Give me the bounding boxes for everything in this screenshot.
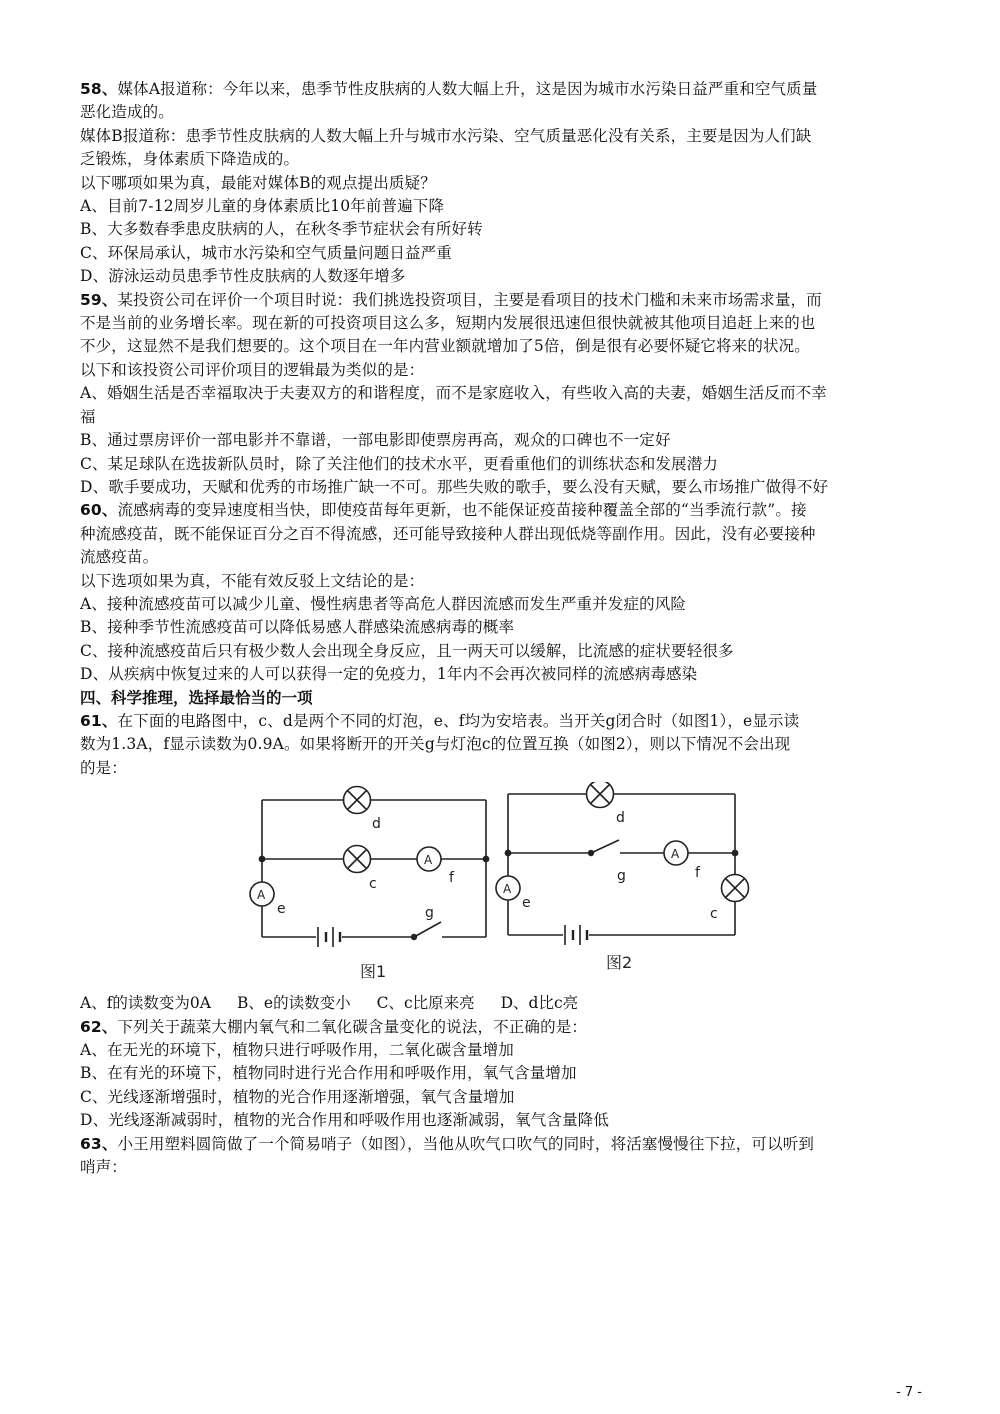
figure1-circuit: [250, 787, 489, 948]
figure2-labels: [503, 810, 718, 972]
fig1-label-e: e: [277, 901, 286, 918]
fig2-label-c: c: [710, 906, 718, 923]
fig1-label-c: c: [369, 876, 377, 893]
fig1-junction: [483, 857, 488, 862]
q59-stem-line2: 不是当前的业务增长率。现在新的可投资项目这么多，短期内发展很迅速但很快就被其他项目追赶上来的也: [80, 314, 816, 333]
q59-option-b: B、通过票房评价一部电影并不靠谱，一部电影即使票房再高，观众的口碑也不一定好: [80, 431, 671, 450]
fig1-label-d: d: [372, 816, 381, 833]
fig2-switch-lever: [591, 840, 619, 853]
q60-stem-line1: 60、流感病毒的变异速度相当快，即使疫苗每年更新，也不能保证疫苗接种覆盖全部的“当季流行款”。接: [80, 501, 807, 520]
q58-stem-line4: 乏锻炼，身体素质下降造成的。: [80, 150, 300, 169]
q58-option-a: A、目前7-12周岁儿童的身体素质比10年前普遍下降: [80, 197, 445, 216]
circuit-figure: [80, 782, 920, 1054]
q61-stem-line3: 的是：: [80, 758, 127, 777]
q58-question: 以下哪项如果为真，最能对媒体B的观点提出质疑？: [80, 173, 436, 192]
exam-page: [80, 78, 920, 1179]
q61-stem-line1: 61、在下面的电路图中，c、d是两个不同的灯泡，e、f均为安培表。当开关g闭合时（如图1），e显示读: [80, 711, 800, 730]
q60-option-c: C、接种流感疫苗后只有极少数人会出现全身反应，且一两天可以缓解，比流感的症状要轻很多: [80, 641, 734, 660]
q58-option-d: D、游泳运动员患季节性皮肤病的人数逐年增多: [80, 267, 406, 286]
q59-option-a-line1: A、婚姻生活是否幸福取决于夫妻双方的和谐程度，而不是家庭收入，有些收入高的夫妻，婚姻生活反而不幸: [80, 384, 827, 403]
q58-stem-line3: 媒体B报道称：患季节性皮肤病的人数大幅上升与城市水污染、空气质量恶化没有关系，主要是因为人们缺: [80, 126, 812, 145]
section-heading: 四、科学推理，选择最恰当的一项: [80, 688, 313, 707]
fig2-label-g: g: [617, 868, 626, 885]
fig1-junction: [259, 857, 264, 862]
q58-stem-line1: 58、媒体A报道称：今年以来，患季节性皮肤病的人数大幅上升，这是因为城市水污染日益严重和空气质量: [80, 80, 818, 98]
q61-option-c: C、c比原来亮: [376, 994, 475, 1013]
q61-option-b: B、e的读数变小: [237, 994, 351, 1013]
fig2-lamp-d: [587, 782, 614, 808]
fig1-lamp-d: [344, 787, 371, 814]
q59-stem-line1: 59、某投资公司在评价一个项目时说：我们挑选投资项目，主要是看项目的技术门槛和未来市场需求量，而: [80, 290, 822, 309]
circuit-diagrams: [238, 782, 790, 1054]
q62-stem: 62、下列关于蔬菜大棚内氧气和二氧化碳含量变化的说法，不正确的是：: [80, 1017, 588, 1036]
fig2-label-e: e: [522, 895, 531, 912]
q58-option-b: B、大多数春季患皮肤病的人，在秋冬季节症状会有所好转: [80, 220, 483, 239]
page-number: - 7 -: [896, 1385, 922, 1400]
fig1-ammeter-e-symbol: A: [257, 888, 266, 903]
q60-option-d: D、从疾病中恢复过来的人可以获得一定的免疫力，1年内不会再次被同样的流感病毒感染: [80, 665, 698, 684]
q61-option-d: D、d比c亮: [500, 994, 579, 1013]
q59-option-c: C、某足球队在选拔新队员时，除了关注他们的技术水平，更看重他们的训练状态和发展潜力: [80, 454, 719, 473]
q59-stem-line3: 不少，这显然不是我们想要的。这个项目在一年内营业额就增加了5倍，倒是很有必要怀疑它将来的状况。: [80, 337, 810, 356]
q62-option-c: C、光线逐渐增强时，植物的光合作用逐渐增强，氧气含量增加: [80, 1087, 515, 1106]
q58-option-c: C、环保局承认，城市水污染和空气质量问题日益严重: [80, 243, 452, 262]
fig1-caption: 图1: [360, 962, 387, 982]
q59-option-a-line2: 福: [80, 407, 96, 426]
fig2-ammeter-f-symbol: A: [671, 847, 680, 862]
figure1-labels: [257, 816, 455, 981]
q62-option-b: B、在有光的环境下，植物同时进行光合作用和呼吸作用，氧气含量增加: [80, 1064, 577, 1083]
fig1-switch-lever: [414, 922, 441, 937]
fig2-label-f: f: [695, 865, 700, 882]
fig1-label-g: g: [425, 905, 434, 922]
fig1-label-f: f: [449, 870, 454, 887]
q61-stem-line2: 数为1.3A，f显示读数为0.9A。如果将断开的开关g与灯泡c的位置互换（如图2），则以下情况不会出现: [80, 735, 791, 754]
q58-stem-line2: 恶化造成的。: [80, 103, 174, 122]
q61-option-a: A、f的读数变为0A: [80, 994, 211, 1013]
q60-question: 以下选项如果为真，不能有效反驳上文结论的是：: [80, 571, 425, 590]
fig2-label-d: d: [616, 810, 625, 827]
q63-stem-line1: 63、小王用塑料圆筒做了一个简易哨子（如图），当他从吹气口吹气的同时，将活塞慢慢往下拉，可以听到: [80, 1134, 815, 1153]
fig1-ammeter-f-symbol: A: [424, 853, 433, 868]
fig2-ammeter-e-symbol: A: [503, 882, 512, 897]
q63-stem-line2: 哨声：: [80, 1158, 127, 1177]
q62-option-a: A、在无光的环境下，植物只进行呼吸作用，二氧化碳含量增加: [80, 1041, 514, 1059]
fig2-caption: 图2: [606, 953, 633, 973]
q62-option-d: D、光线逐渐减弱时，植物的光合作用和呼吸作用也逐渐减弱，氧气含量降低: [80, 1111, 610, 1130]
q60-option-a: A、接种流感疫苗可以减少儿童、慢性病患者等高危人群因流感而发生严重并发症的风险: [80, 594, 687, 613]
fig1-lamp-c: [344, 846, 371, 873]
fig2-lamp-c: [722, 875, 749, 902]
fig2-junction: [732, 851, 737, 856]
q60-stem-line3: 流感疫苗。: [80, 548, 159, 567]
q60-option-b: B、接种季节性流感疫苗可以降低易感人群感染流感病毒的概率: [80, 618, 515, 637]
q59-option-d: D、歌手要成功，天赋和优秀的市场推广缺一不可。那些失败的歌手，要么没有天赋，要么市场推广做得不好: [80, 477, 829, 496]
fig2-junction: [505, 851, 510, 856]
q59-question: 以下和该投资公司评价项目的逻辑最为类似的是：: [80, 360, 425, 379]
q60-stem-line2: 种流感疫苗，既不能保证百分之百不得流感，还可能导致接种人群出现低烧等副作用。因此，没有必要接种: [80, 524, 816, 543]
